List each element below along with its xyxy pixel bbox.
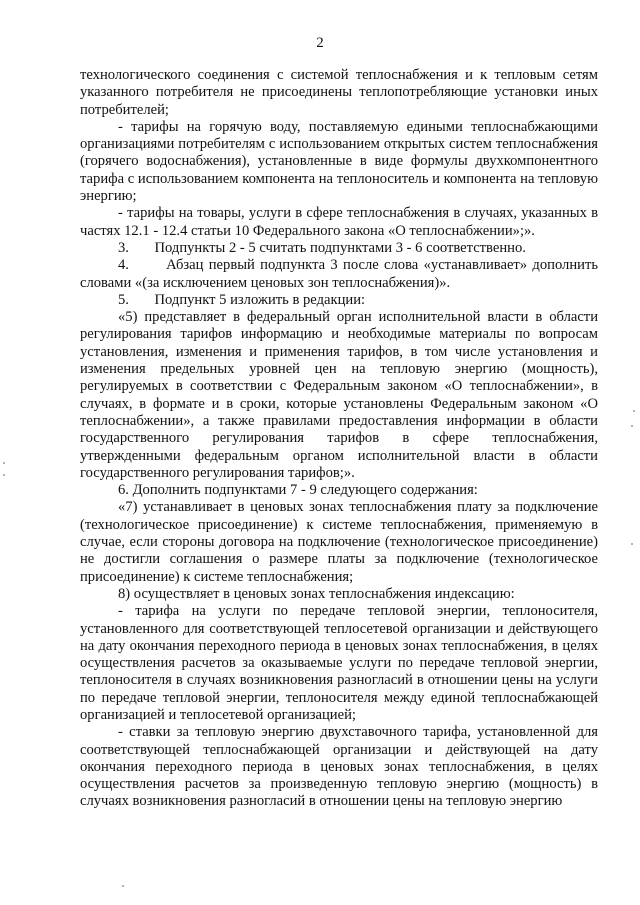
scan-speck: [633, 410, 635, 412]
document-body: [80, 67, 598, 811]
paragraph-goods-services-tariffs: - тарифы на товары, услуги в сфере теплоснабжения в случаях, указанных в частях 12.1 - 12.4 статьи 10 Федерального закона «О теплоснабжении»;».: [80, 205, 598, 239]
scan-speck: [122, 885, 124, 887]
paragraph-continuation: технологического соединения с системой теплоснабжения и к тепловым сетям указанного потребителя не присоединены теплопотребляющие установки иных потребителей;: [80, 67, 598, 118]
paragraph-hot-water-tariffs: - тарифы на горячую воду, поставляемую едиными теплоснабжающими организациями потребителям с использованием открытых систем теплоснабжения (горячего водоснабжения), установленные в виде формулы двухкомпонентного тарифа с использованием компонента на теплоноситель и компонента на тепловую энергию;: [80, 118, 598, 205]
scan-speck: [631, 543, 633, 545]
paragraph-item-6: 6. Дополнить подпунктами 7 - 9 следующего содержания:: [118, 482, 478, 499]
page-number: 2: [316, 35, 324, 51]
paragraph-transmission-tariff: - тарифа на услуги по передаче тепловой энергии, теплоносителя, установленного для соответствующей теплосетевой организации и действующего на дату окончания переходного периода в ценовых зонах теплоснабжения, в целях осуществления расчетов за оказываемые услуги по передаче тепловой энергии, теплоносителя в случаях возникновения разногласий в отношении цены на услуги по передаче тепловой энергии, теплоносителя между единой теплоснабжающей организацией и теплосетевой организацией;: [80, 603, 598, 723]
scan-speck: [3, 462, 5, 464]
scan-speck: [631, 425, 633, 427]
scan-speck: [3, 474, 5, 476]
paragraph-item-5: 5. Подпункт 5 изложить в редакции:: [118, 291, 366, 308]
paragraph-item-4: 4. Абзац первый подпункта 3 после слова «устанавливает» дополнить словами «(за исключением ценовых зон теплоснабжения)».: [80, 257, 598, 291]
paragraph-subitem-8: 8) осуществляет в ценовых зонах теплоснабжения индексацию:: [118, 585, 515, 602]
paragraph-item-3: 3. Подпункты 2 - 5 считать подпунктами 3 - 6 соответственно.: [118, 239, 526, 256]
paragraph-subitem-5-text: «5) представляет в федеральный орган исполнительной власти в области регулирования тарифов информацию и необходимые материалы по вопросам установления, изменения и применения тарифов, в том числе установления и изменения предельных уровней цен на тепловую энергию (мощность), регулируемых в соответствии с Федеральным законом «О теплоснабжении», в случаях, в формате и в сроки, которые установлены Федеральным законом «О теплоснабжении», а также правилами предоставления информации в области государственного регулирования тарифов в сфере теплоснабжения, утвержденными федеральным органом исполнительной власти в области государственного регулирования тарифов;».: [80, 309, 598, 481]
paragraph-two-rate-tariff: - ставки за тепловую энергию двухставочного тарифа, установленной для соответствующей теплоснабжающей организации и действующей на дату окончания переходного периода в ценовых зонах теплоснабжения, в целях осуществления расчетов за произведенную тепловую энергию (мощность) в случаях возникновения разногласий в отношении цены на тепловую энергию: [80, 724, 598, 810]
paragraph-subitem-7: «7) устанавливает в ценовых зонах теплоснабжения плату за подключение (технологическое присоединение) к системе теплоснабжения, применяемую в случае, если стороны договора на подключение (технологическое присоединение) не достигли соглашения о размере платы за подключение (технологическое присоединение) к системе теплоснабжения;: [80, 499, 598, 585]
